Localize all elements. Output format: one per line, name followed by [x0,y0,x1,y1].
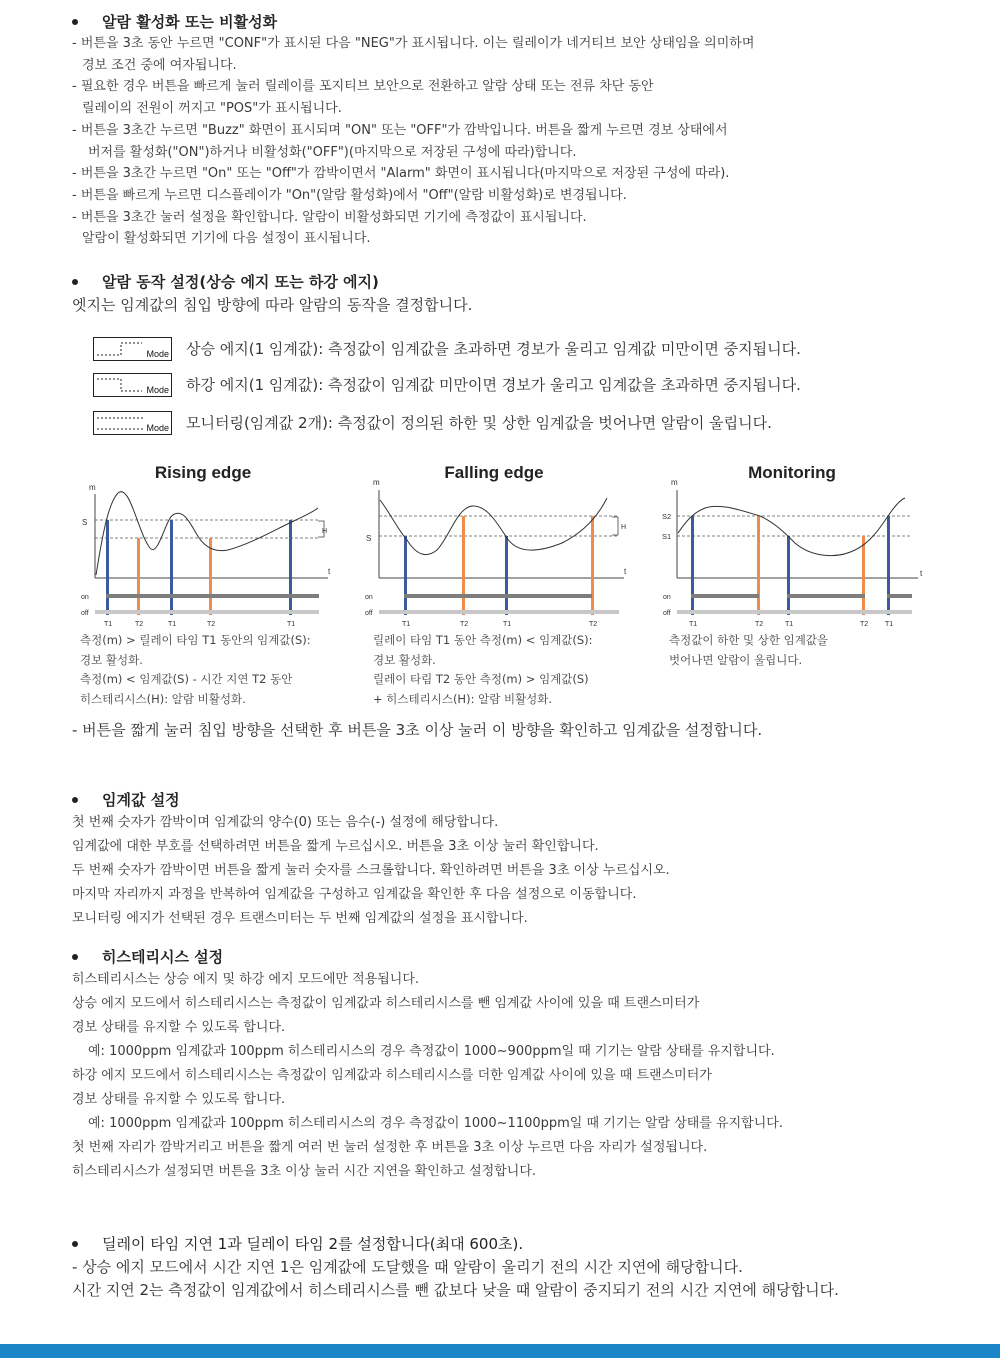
marker-t1 [289,520,292,615]
caption-line: 히스테리시스(H): 알람 비활성화. [80,691,246,706]
tick-label: T1 [503,621,512,628]
footer-bar [0,1344,1000,1358]
caption-line: 경보 활성화. [373,652,436,667]
relay-on-bar [404,594,592,598]
text-line: 경보 상태를 유지할 수 있도록 합니다. [72,1020,286,1035]
hysteresis-label: H [322,528,328,535]
text-line: 첫 번째 숫자가 깜박이며 임계값의 양수(0) 또는 음수(-) 설정에 해당합니다. [72,815,499,830]
heading-text: 알람 동작 설정(상승 에지 또는 하강 에지) [102,273,379,291]
label-off: off [365,610,373,617]
bullet-icon [72,19,78,25]
text-line: 임계값에 대한 부호를 선택하려면 버튼을 짧게 누르십시오. 버튼을 3초 이상 눌러 확인합니다. [72,839,599,854]
section-heading [72,11,972,33]
text-line: 상승 에지 모드에서 히스테리시스는 측정값이 임계값과 히스테리시스를 뺀 임계값 사이에 있을 때 트랜스미터가 [72,996,700,1011]
caption-line: 릴레이 타림 T2 동안 측정(m) > 임계값(S) [373,672,589,686]
text-line: 시간 지연 2는 측정값이 임계값에서 히스테리시스를 뺀 값보다 낮을 때 알람이 중지되기 전의 시간 지연에 해당합니다. [72,1281,839,1299]
text-line: - 버튼을 3초 동안 누르면 "CONF"가 표시된 다음 "NEG"가 표시됩니다. 이는 릴레이가 네거티브 보안 상태임을 의미하며 [72,36,755,51]
tick-label: T2 [589,621,598,628]
heading-text: 딜레이 타임 지연 1과 딜레이 타임 2를 설정합니다(최대 600초). [102,1235,524,1253]
rising-edge-diagram [78,478,338,630]
caption-line: 측정(m) > 릴레이 타임 T1 동안의 임계값(S): [80,633,311,647]
mode-description: 하강 에지(1 임계값): 측정값이 임계값 미만이면 경보가 울리고 임계값을 초과하면 중지됩니다. [186,376,801,394]
caption-line: 릴레이 타임 T1 동안 측정(m) < 임계값(S): [373,633,593,647]
section-hysteresis [72,946,972,1184]
text-line: 경보 상태를 유지할 수 있도록 합니다. [72,1092,286,1107]
axis-label-t: t [328,567,331,576]
text-line: - 필요한 경우 버튼을 빠르게 눌러 릴레이를 포지티브 보안으로 전환하고 알람 상태 또는 전류 차단 동안 [72,79,654,95]
chart-title-falling: Falling edge [444,463,544,482]
example-line: 예: 1000ppm 임계값과 100ppm 히스테리시스의 경우 측정값이 1000~900ppm일 때 기기는 알람 상태를 유지합니다. [88,1044,775,1059]
label-off: off [663,610,671,617]
marker-t2 [757,516,760,615]
marker-t2 [591,516,594,615]
axis-label-t: t [920,569,923,578]
example-line: 예: 1000ppm 임계값과 100ppm 히스테리시스의 경우 측정값이 1000~1100ppm일 때 기기는 알람 상태를 유지합니다. [88,1116,783,1131]
bullet-icon [72,797,78,803]
axis-label-m: m [671,478,678,487]
tick-label: T2 [755,621,764,628]
section-heading [72,1232,972,1256]
threshold-label-s1: S1 [662,532,672,541]
tick-label: T2 [860,621,869,628]
relay-off-bar [379,610,619,614]
section-alarm-enable [72,11,972,250]
tick-label: T1 [168,621,177,628]
bullet-icon [72,279,78,285]
mode-footer-text: - 버튼을 짧게 눌러 침입 방향을 선택한 후 버튼을 3초 이상 눌러 이 방향을 확인하고 임계값을 설정합니다. [72,721,763,739]
text-line: 경보 조건 중에 여자됩니다. [82,57,237,73]
heading-text: 히스테리시스 설정 [102,948,224,966]
marker-t1 [404,536,407,615]
signal-curve [678,498,905,556]
text-line: - 상승 에지 모드에서 시간 지연 1은 임계값에 도달했을 때 알람이 울리기 전의 시간 지연에 해당합니다. [72,1258,743,1276]
marker-t1 [505,536,508,615]
hysteresis-bracket [612,517,618,535]
text-line: 하강 에지 모드에서 히스테리시스는 측정값이 임계값과 히스테리시스를 더한 임계값 사이에 있을 때 트랜스미터가 [72,1068,712,1083]
text-line: - 버튼을 3초간 누르면 "On" 또는 "Off"가 깜박이면서 "Alarm" 화면이 표시됩니다(마지막으로 저장된 구성에 따라). [72,166,730,182]
mode-description: 상승 에지(1 임계값): 측정값이 임계값을 초과하면 경보가 울리고 임계값 미만이면 중지됩니다. [186,340,801,358]
text-line: - 버튼을 빠르게 누르면 디스플레이가 "On"(알람 활성화)에서 "Off"(알람 비활성화)로 변경됩니다. [72,187,627,203]
marker-t1 [691,516,694,615]
falling-edge-diagram [362,478,637,630]
marker-t1 [106,520,109,615]
marker-t2 [462,516,465,615]
heading-text: 임계값 설정 [102,791,180,809]
label-off: off [81,610,89,617]
monitoring-diagram [660,478,935,630]
tick-label: T1 [402,621,411,628]
relay-on-bar [691,594,759,598]
tick-label: T1 [689,621,698,628]
relay-on-bar [787,594,865,598]
falling-mode-icon: Mode [93,373,172,397]
caption-line: 경보 활성화. [80,652,143,667]
tick-label: T1 [885,621,894,628]
tick-label: T2 [135,621,144,628]
tick-label: T1 [785,621,794,628]
intro-text: 엣지는 임계값의 침입 방향에 따라 알람의 동작을 결정합니다. [72,296,473,314]
text-line: 히스테리시스는 상승 에지 및 하강 에지 모드에만 적용됩니다. [72,972,420,987]
text-line: 마지막 자리까지 과정을 반복하여 임계값을 구성하고 임계값을 확인한 후 다음 설정으로 이동합니다. [72,887,637,902]
marker-t2 [209,538,212,615]
caption-line: 측정(m) < 임계값(S) - 시간 지연 T2 동안 [80,672,293,686]
marker-t1 [170,520,173,615]
signal-curve [380,498,607,555]
signal-curve [96,492,318,575]
heading-text: 알람 활성화 또는 비활성화 [102,13,278,31]
section-heading [72,789,972,811]
text-line: 모니터링 에지가 선택된 경우 트랜스미터는 두 번째 임계값의 설정을 표시합니다. [72,911,528,926]
relay-on-bar [887,594,912,598]
relay-off-bar [95,610,319,614]
marker-t2 [862,536,865,615]
axis-label-m: m [373,478,380,487]
caption-line: + 히스테리시스(H): 알람 비활성화. [373,691,553,706]
tick-label: T2 [460,621,469,628]
threshold-label-s: S [82,518,88,527]
tick-label: T1 [104,621,113,628]
text-line: 두 번째 숫자가 깜박이면 버튼을 짧게 눌러 숫자를 스크롤합니다. 확인하려면 버튼을 3초 이상 누르십시오. [72,863,670,878]
relay-off-bar [677,610,912,614]
caption-falling [373,631,593,709]
marker-t1 [887,516,890,615]
rising-mode-icon: Mode [93,337,172,361]
tick-label: T2 [207,621,216,628]
chart-title-monitoring: Monitoring [748,463,836,482]
bullet-icon [72,954,78,960]
axis-label-t: t [624,567,627,576]
relay-on-bar [106,594,319,598]
caption-monitoring [669,631,828,670]
text-line: 버저를 활성화("ON")하거나 비활성화("OFF")(마지막으로 저장된 구성에 따라)합니다. [88,144,577,160]
caption-rising [80,631,311,709]
label-on: on [663,594,671,601]
section-heading [72,946,972,968]
caption-line: 측정값이 하한 및 상한 임계값을 [669,633,829,647]
text-line: 알람이 활성화되면 기기에 다음 설정이 표시됩니다. [82,231,371,247]
hysteresis-label: H [621,524,627,531]
text-line: 릴레이의 전원이 꺼지고 "POS"가 표시됩니다. [82,101,342,117]
tick-label: T1 [287,621,296,628]
bullet-icon [72,1241,78,1247]
monitoring-mode-icon: Mode [93,411,172,435]
section-alarm-mode [72,271,972,317]
label-on: on [365,594,373,601]
text-line: - 버튼을 3초간 누르면 "Buzz" 화면이 표시되며 "ON" 또는 "OFF"가 깜박입니다. 버튼을 짧게 누르면 경보 상태에서 [72,122,728,138]
threshold-label-s2: S2 [662,512,672,521]
axis-label-m: m [89,483,96,492]
marker-t1 [787,536,790,615]
threshold-label-s: S [366,534,372,543]
mode-description: 모니터링(임계값 2개): 측정값이 정의된 하한 및 상한 임계값을 벗어나면 알람이 울립니다. [186,414,772,432]
caption-line: 벗어나면 알람이 울립니다. [669,652,803,667]
section-heading [72,271,972,293]
marker-t2 [137,538,140,615]
chart-title-rising: Rising edge [154,463,252,482]
text-line: - 버튼을 3초간 눌러 설정을 확인합니다. 알람이 비활성화되면 기기에 측정값이 표시됩니다. [72,209,587,225]
label-on: on [81,594,89,601]
text-line: 히스테리시스가 설정되면 버튼을 3초 이상 눌러 시간 지연을 확인하고 설정합니다. [72,1164,537,1179]
text-line: 첫 번째 자리가 깜박거리고 버튼을 짧게 여러 번 눌러 설정한 후 버튼을 3초 이상 누르면 다음 자리가 설정됩니다. [72,1140,708,1155]
section-threshold [72,789,972,931]
section-delay [72,1232,972,1302]
